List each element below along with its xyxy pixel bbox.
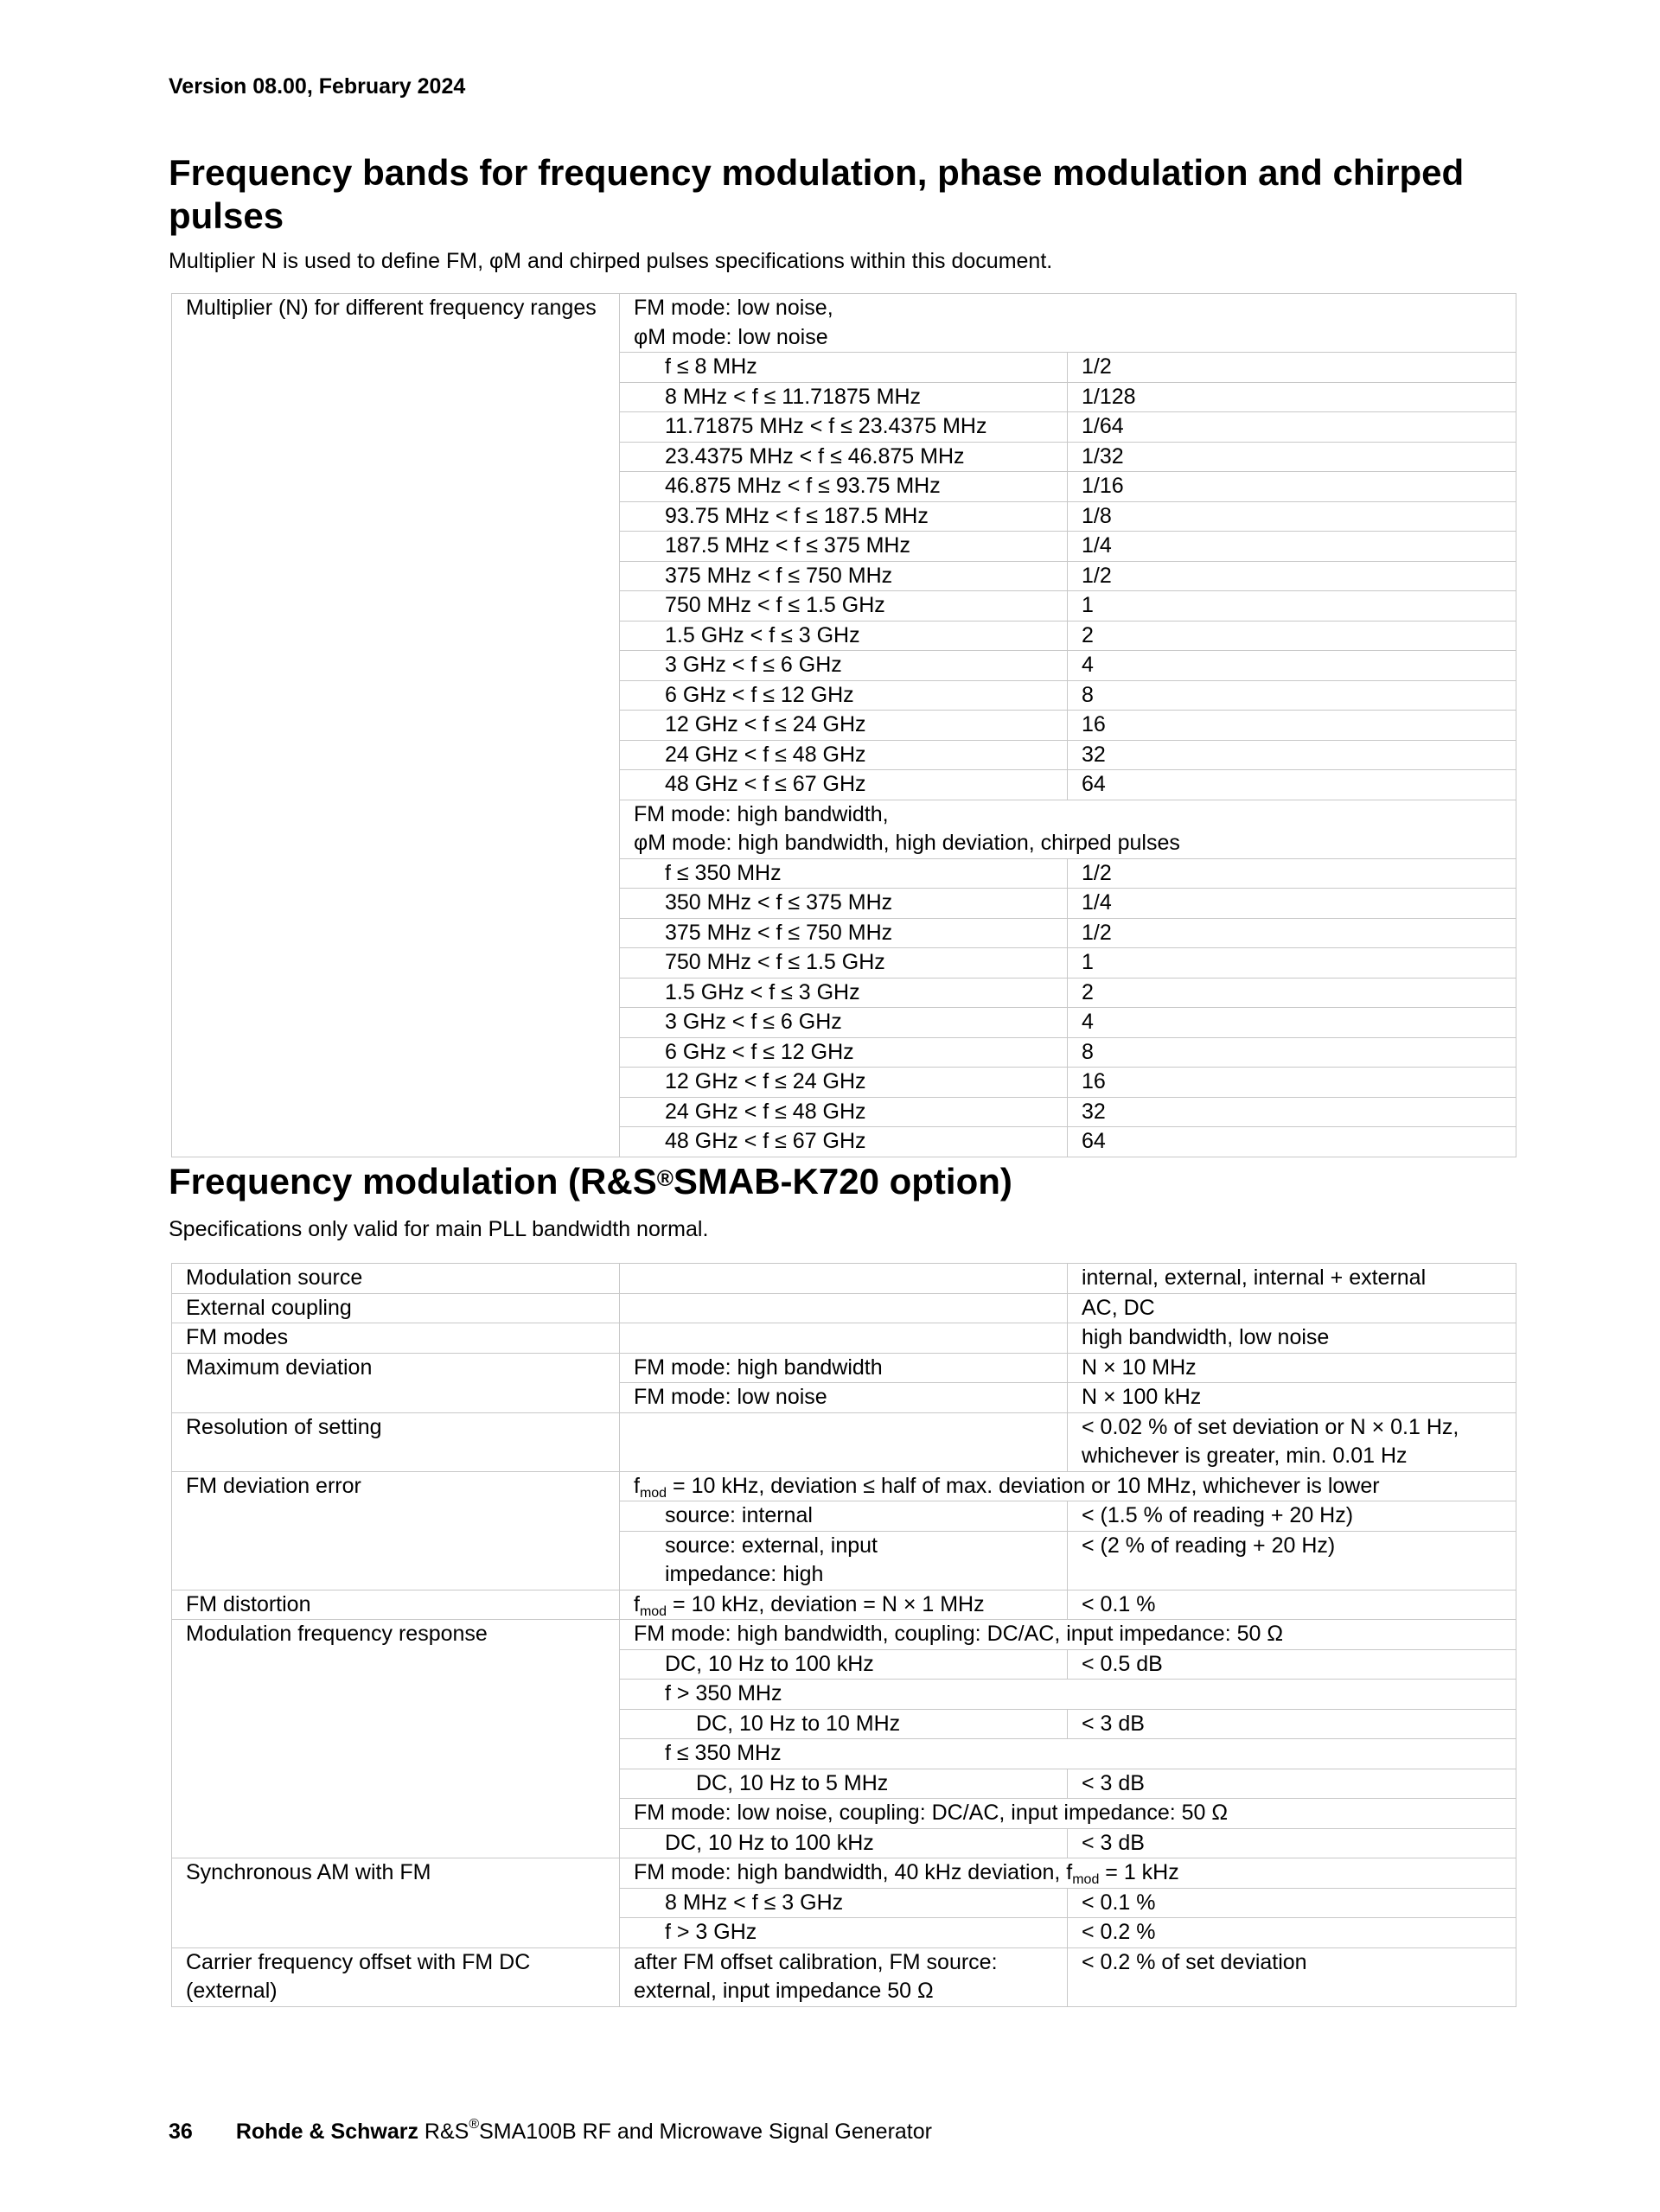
title-part: Frequency modulation (R&S: [169, 1161, 657, 1202]
table-row: [172, 1947, 1516, 2006]
multiplier-value: 2: [1068, 978, 1516, 1008]
product-name: SMA100B RF and Microwave Signal Generator: [479, 2120, 932, 2144]
group-subtitle: φM mode: low noise: [620, 323, 1516, 353]
param-label: Modulation frequency response: [172, 1620, 620, 1858]
multiplier-value: 1/4: [1068, 532, 1516, 562]
value-cell: < 0.02 % of set deviation or N × 0.1 Hz, whichever is greater, min. 0.01 Hz: [1068, 1412, 1516, 1471]
subscript: mod: [639, 1603, 667, 1619]
multiplier-value: 64: [1068, 770, 1516, 800]
frequency-range: 750 MHz < f ≤ 1.5 GHz: [620, 591, 1068, 622]
value-cell: N × 100 kHz: [1068, 1383, 1516, 1413]
frequency-range: 3 GHz < f ≤ 6 GHz: [620, 1008, 1068, 1038]
section-intro-multiplier: Multiplier N is used to define FM, φM and chirped pulses specifications within this document.: [169, 249, 1053, 273]
value-cell: N × 10 MHz: [1068, 1353, 1516, 1383]
condition-cell: DC, 10 Hz to 100 kHz: [620, 1828, 1068, 1858]
param-label: FM deviation error: [172, 1471, 620, 1590]
value-cell: < 0.1 %: [1068, 1590, 1516, 1620]
multiplier-value: 1/2: [1068, 858, 1516, 889]
group-title-line1: FM mode: low noise,: [634, 296, 833, 320]
multiplier-value: 32: [1068, 740, 1516, 770]
multiplier-value: 1/32: [1068, 442, 1516, 472]
condition-cell: FM mode: low noise: [620, 1383, 1068, 1413]
frequency-range: 24 GHz < f ≤ 48 GHz: [620, 740, 1068, 770]
frequency-range: 1.5 GHz < f ≤ 3 GHz: [620, 621, 1068, 651]
multiplier-value: 32: [1068, 1097, 1516, 1127]
frequency-range: 750 MHz < f ≤ 1.5 GHz: [620, 948, 1068, 979]
value-cell: < 3 dB: [1068, 1828, 1516, 1858]
multiplier-value: 8: [1068, 680, 1516, 711]
table-row: [172, 1620, 1516, 1650]
condition-cell: [620, 1264, 1068, 1294]
param-label: Carrier frequency offset with FM DC (external): [172, 1947, 620, 2006]
value-cell: < (2 % of reading + 20 Hz): [1068, 1531, 1516, 1590]
subscript: mod: [639, 1485, 667, 1501]
param-label: FM modes: [172, 1323, 620, 1354]
table-row: [172, 1264, 1516, 1294]
condition-cell: [620, 1858, 1516, 1889]
condition-cell: FM mode: high bandwidth, coupling: DC/AC, input impedance: 50 Ω: [620, 1620, 1516, 1650]
section-intro-pll: Specifications only valid for main PLL bandwidth normal.: [169, 1217, 709, 1241]
subscript: mod: [1072, 1872, 1100, 1887]
f-symbol: f: [634, 1473, 640, 1498]
condition-cell: [620, 1323, 1068, 1354]
condition-cell: DC, 10 Hz to 5 MHz: [620, 1769, 1068, 1799]
frequency-range: 24 GHz < f ≤ 48 GHz: [620, 1097, 1068, 1127]
group-title: FM mode: high bandwidth,: [620, 800, 1516, 829]
value-cell: AC, DC: [1068, 1293, 1516, 1323]
table-row: [172, 1323, 1516, 1354]
condition-cell: source: external, input impedance: high: [620, 1531, 1068, 1590]
frequency-range: 12 GHz < f ≤ 24 GHz: [620, 711, 1068, 741]
multiplier-value: 1/2: [1068, 353, 1516, 383]
condition-text: = 1 kHz: [1099, 1860, 1179, 1884]
multiplier-value: 1/16: [1068, 472, 1516, 502]
multiplier-value: 16: [1068, 1068, 1516, 1098]
multiplier-value: 2: [1068, 621, 1516, 651]
param-label: Synchronous AM with FM: [172, 1858, 620, 1948]
title-part: SMAB-K720 option): [673, 1161, 1012, 1202]
frequency-range: 93.75 MHz < f ≤ 187.5 MHz: [620, 501, 1068, 532]
condition-text: FM mode: high bandwidth, 40 kHz deviation, f: [634, 1860, 1073, 1884]
group-title: [620, 294, 1516, 323]
frequency-range: 350 MHz < f ≤ 375 MHz: [620, 889, 1068, 919]
condition-cell: 8 MHz < f ≤ 3 GHz: [620, 1888, 1068, 1918]
condition-cell: [620, 1293, 1068, 1323]
table-row: [172, 1858, 1516, 1889]
frequency-range: 375 MHz < f ≤ 750 MHz: [620, 918, 1068, 948]
param-label: FM distortion: [172, 1590, 620, 1620]
table-row: [172, 1293, 1516, 1323]
table-row: [172, 294, 1516, 323]
frequency-range: 23.4375 MHz < f ≤ 46.875 MHz: [620, 442, 1068, 472]
condition-cell: [620, 1412, 1068, 1471]
frequency-range: 48 GHz < f ≤ 67 GHz: [620, 1127, 1068, 1157]
multiplier-value: 1/2: [1068, 918, 1516, 948]
frequency-range: 187.5 MHz < f ≤ 375 MHz: [620, 532, 1068, 562]
frequency-range: 11.71875 MHz < f ≤ 23.4375 MHz: [620, 412, 1068, 443]
param-label: Modulation source: [172, 1264, 620, 1294]
multiplier-value: 1/2: [1068, 561, 1516, 591]
product-name-pre: R&S: [418, 2120, 469, 2144]
value-cell: < 0.2 %: [1068, 1918, 1516, 1948]
condition-cell: [620, 1471, 1516, 1501]
condition-cell: [620, 1590, 1068, 1620]
condition-cell: f ≤ 350 MHz: [620, 1739, 1516, 1769]
frequency-range: 375 MHz < f ≤ 750 MHz: [620, 561, 1068, 591]
page-footer: [169, 2117, 932, 2145]
value-cell: high bandwidth, low noise: [1068, 1323, 1516, 1354]
condition-cell: DC, 10 Hz to 10 MHz: [620, 1709, 1068, 1739]
condition-cell: source: internal: [620, 1501, 1068, 1532]
frequency-range: 3 GHz < f ≤ 6 GHz: [620, 651, 1068, 681]
group-subtitle: φM mode: high bandwidth, high deviation, chirped pulses: [620, 829, 1516, 858]
condition-cell: FM mode: high bandwidth: [620, 1353, 1068, 1383]
multiplier-value: 1/8: [1068, 501, 1516, 532]
condition-cell: f > 350 MHz: [620, 1680, 1516, 1710]
multiplier-value: 1/4: [1068, 889, 1516, 919]
multiplier-value: 1/128: [1068, 382, 1516, 412]
table-row: [172, 1353, 1516, 1383]
multiplier-value: 8: [1068, 1037, 1516, 1068]
multiplier-table: [171, 293, 1516, 1157]
condition-cell: FM mode: low noise, coupling: DC/AC, input impedance: 50 Ω: [620, 1799, 1516, 1829]
page-number: 36: [169, 2120, 193, 2144]
multiplier-value: 1: [1068, 591, 1516, 622]
multiplier-value: 1/64: [1068, 412, 1516, 443]
table-row: [172, 1590, 1516, 1620]
frequency-range: 6 GHz < f ≤ 12 GHz: [620, 680, 1068, 711]
frequency-range: f ≤ 8 MHz: [620, 353, 1068, 383]
value-cell: < 3 dB: [1068, 1769, 1516, 1799]
condition-cell: f > 3 GHz: [620, 1918, 1068, 1948]
condition-cell: after FM offset calibration, FM source: external, input impedance 50 Ω: [620, 1947, 1068, 2006]
frequency-range: 12 GHz < f ≤ 24 GHz: [620, 1068, 1068, 1098]
value-cell: < 3 dB: [1068, 1709, 1516, 1739]
table-row: [172, 1412, 1516, 1471]
f-symbol: f: [634, 1591, 640, 1616]
condition-text: = 10 kHz, deviation = N × 1 MHz: [667, 1591, 985, 1616]
value-cell: < 0.5 dB: [1068, 1649, 1516, 1680]
frequency-range: 6 GHz < f ≤ 12 GHz: [620, 1037, 1068, 1068]
frequency-range: 46.875 MHz < f ≤ 93.75 MHz: [620, 472, 1068, 502]
value-cell: < 0.2 % of set deviation: [1068, 1947, 1516, 2006]
condition-cell: DC, 10 Hz to 100 kHz: [620, 1649, 1068, 1680]
value-cell: < 0.1 %: [1068, 1888, 1516, 1918]
value-cell: < (1.5 % of reading + 20 Hz): [1068, 1501, 1516, 1532]
multiplier-value: 16: [1068, 711, 1516, 741]
registered-mark: ®: [469, 2117, 480, 2132]
value-cell: internal, external, internal + external: [1068, 1264, 1516, 1294]
table-row: [172, 1471, 1516, 1501]
fm-spec-table: [171, 1263, 1516, 2007]
frequency-range: 48 GHz < f ≤ 67 GHz: [620, 770, 1068, 800]
multiplier-value: 4: [1068, 1008, 1516, 1038]
frequency-range: 1.5 GHz < f ≤ 3 GHz: [620, 978, 1068, 1008]
section-title-frequency-modulation: [169, 1160, 1465, 1203]
multiplier-value: 64: [1068, 1127, 1516, 1157]
frequency-range: f ≤ 350 MHz: [620, 858, 1068, 889]
condition-text: = 10 kHz, deviation ≤ half of max. deviation or 10 MHz, whichever is lower: [667, 1473, 1380, 1498]
param-label: External coupling: [172, 1293, 620, 1323]
multiplier-value: 4: [1068, 651, 1516, 681]
registered-mark: ®: [656, 1165, 674, 1191]
frequency-range: 8 MHz < f ≤ 11.71875 MHz: [620, 382, 1068, 412]
brand-name: Rohde & Schwarz: [235, 2120, 418, 2144]
param-label: Resolution of setting: [172, 1412, 620, 1471]
version-header: Version 08.00, February 2024: [169, 74, 466, 99]
multiplier-value: 1: [1068, 948, 1516, 979]
param-label: Maximum deviation: [172, 1353, 620, 1412]
row-label: Multiplier (N) for different frequency ranges: [172, 294, 620, 1157]
section-title-frequency-bands: Frequency bands for frequency modulation, phase modulation and chirped pulses: [169, 152, 1465, 236]
